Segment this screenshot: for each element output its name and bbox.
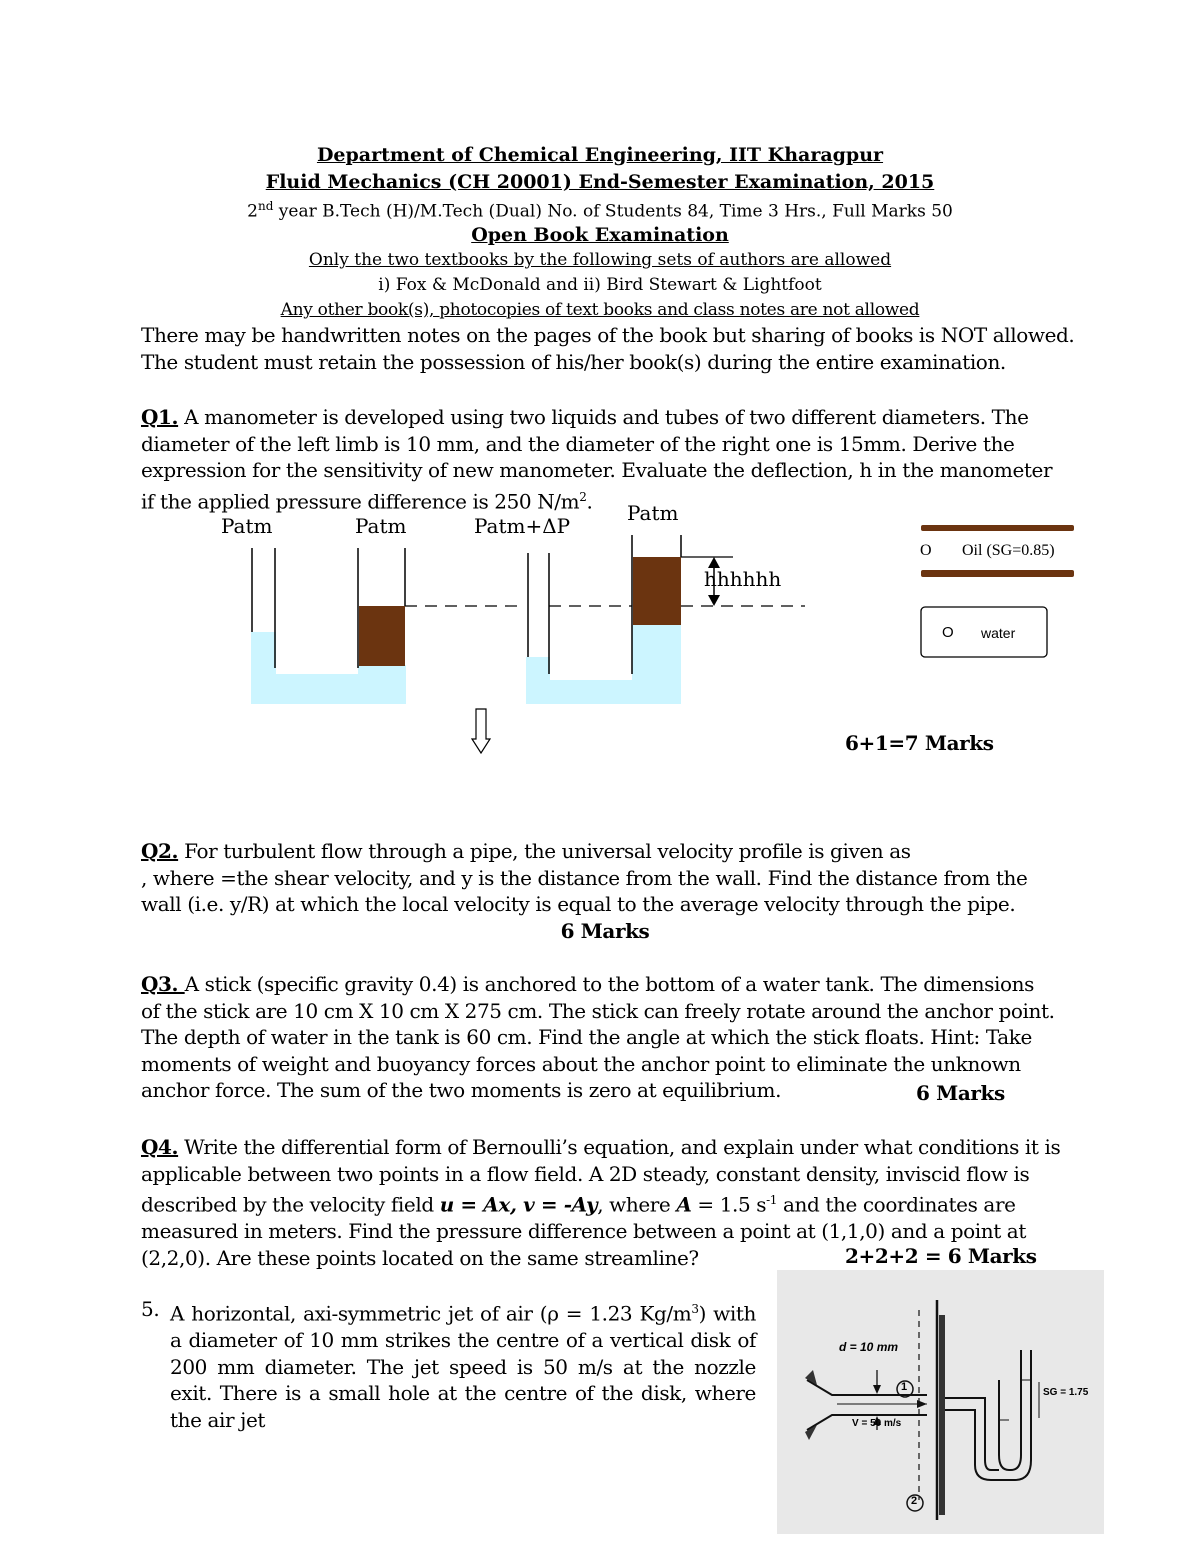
q1-marks: 6+1=7 Marks xyxy=(845,731,994,755)
patm-label-2: Patm xyxy=(355,514,407,538)
textbooks-list: i) Fox & McDonald and ii) Bird Stewart & Lightfoot xyxy=(378,275,822,295)
note-line-1: There may be handwritten notes on the pages of the book but sharing of books is NOT allowed. xyxy=(141,323,1075,347)
q1-label: Q1. xyxy=(141,405,179,429)
question-3: Q3. A stick (specific gravity 0.4) is anchored to the bottom of a water tank. The dimensions of the stick are 10 cm X 10 cm X 275 cm. The stick can freely rotate around the anchor point. The depth of water in the tank is 60 cm. Find the angle at which the stick floats. Hint: Take moments of weight and buoyancy forces about the anchor point to eliminate the unknown anchor force. The sum of the two moments is zero at equilibrium. xyxy=(141,972,1055,1102)
patm-label-1: Patm xyxy=(221,514,273,538)
down-arrow-icon xyxy=(472,709,490,753)
water-right-limb-2 xyxy=(632,625,681,683)
oil-column-1 xyxy=(359,606,405,666)
open-book-title: Open Book Examination xyxy=(471,224,729,246)
jet-disk-figure xyxy=(777,1270,1104,1534)
water-bottom-2 xyxy=(526,680,681,704)
q2-label: Q2. xyxy=(141,839,179,863)
legend-water-label: water xyxy=(981,625,1016,641)
point-2-label: 2 xyxy=(911,1495,918,1507)
other-books-rule: Any other book(s), photocopies of text books and class notes are not allowed xyxy=(280,300,920,320)
point-1-label: 1 xyxy=(901,1381,908,1393)
q4-label: Q4. xyxy=(141,1135,179,1159)
water-bottom-1 xyxy=(251,674,406,704)
textbooks-rule: Only the two textbooks by the following sets of authors are allowed xyxy=(308,250,892,270)
patm-label-3: Patm xyxy=(627,501,679,525)
question-2: Q2. For turbulent flow through a pipe, the universal velocity profile is given as , where =the shear velocity, and y is the distance from the wall. Find the distance from the wall (i.e. y/R) at which the local velocity is equal to the average velocity through the pipe. xyxy=(141,839,1028,916)
patm-dp-label: Patm+ΔP xyxy=(474,514,571,538)
jet-speed-label: V = 50 m/s xyxy=(852,1418,902,1429)
note-line-2: The student must retain the possession of his/her book(s) during the entire examination. xyxy=(141,349,1006,374)
question-5: A horizontal, axi-symmetric jet of air (ρ = 1.23 $Kg/m^3$) with a diameter of 10 mm strikes the centre of a vertical disk of 200 mm diameter. The jet speed is 50 m/s at the nozzle exit. There is a small hole at the centre of the disk, where the air jet xyxy=(170,1301,757,1432)
department-title: Department of Chemical Engineering, IIT Kharagpur xyxy=(316,144,884,166)
sg-label: SG = 1.75 xyxy=(1043,1387,1089,1398)
q3-label: Q3. xyxy=(141,972,185,996)
legend-oil-label: Oil (SG=0.85) xyxy=(962,542,1055,559)
h-label: hhhhhh xyxy=(704,567,782,591)
q1-text: A manometer is developed using two liquids and tubes of two different diameters. The diameter of the left limb is 10 mm, and the diameter of the right one is 15mm. Derive the expression for the sensitivity of new manometer. Evaluate the deflection, h in the manometer if the applied pressure difference is 250 N/m xyxy=(141,405,1053,514)
exam-info: 2nd year B.Tech (H)/M.Tech (Dual) No. of Students 84, Time 3 Hrs., Full Marks 50 xyxy=(247,199,953,222)
legend-water-marker: O xyxy=(942,624,954,641)
q3-marks: 6 Marks xyxy=(916,1081,1005,1105)
question-1: Q1. A manometer is developed using two liquids and tubes of two different diameters. The diameter of the left limb is 10 mm, and the diameter of the right one is 15mm. Derive the expression for the sensitivity of new manometer. Evaluate the deflection, h in the manometer if the applied pressure difference is 250 $N/m^2$. xyxy=(141,405,1053,514)
legend-oil-marker: O xyxy=(920,542,932,559)
nozzle-diameter-label: d = 10 mm xyxy=(839,1340,899,1354)
exam-title: Fluid Mechanics (CH 20001) End-Semester Examination, 2015 xyxy=(265,171,935,193)
q4-marks: 2+2+2 = 6 Marks xyxy=(845,1244,1037,1268)
q5-number: 5. xyxy=(141,1297,160,1321)
question-4: Q4. Write the differential form of Bernoulli’s equation, and explain under what conditions it is applicable between two points in a flow field. A 2D steady, constant density, inviscid flow is described by the velocity field u = Ax, v = -Ay, where A = 1.5 $s^{-1}$ and the coordinates are measured in meters. Find the pressure difference between a point at (1,1,0) and a point at (2,2,0). Are these points located on the same streamline? xyxy=(141,1135,1061,1270)
oil-column-2 xyxy=(633,557,681,625)
q2-marks: 6 Marks xyxy=(560,919,650,943)
